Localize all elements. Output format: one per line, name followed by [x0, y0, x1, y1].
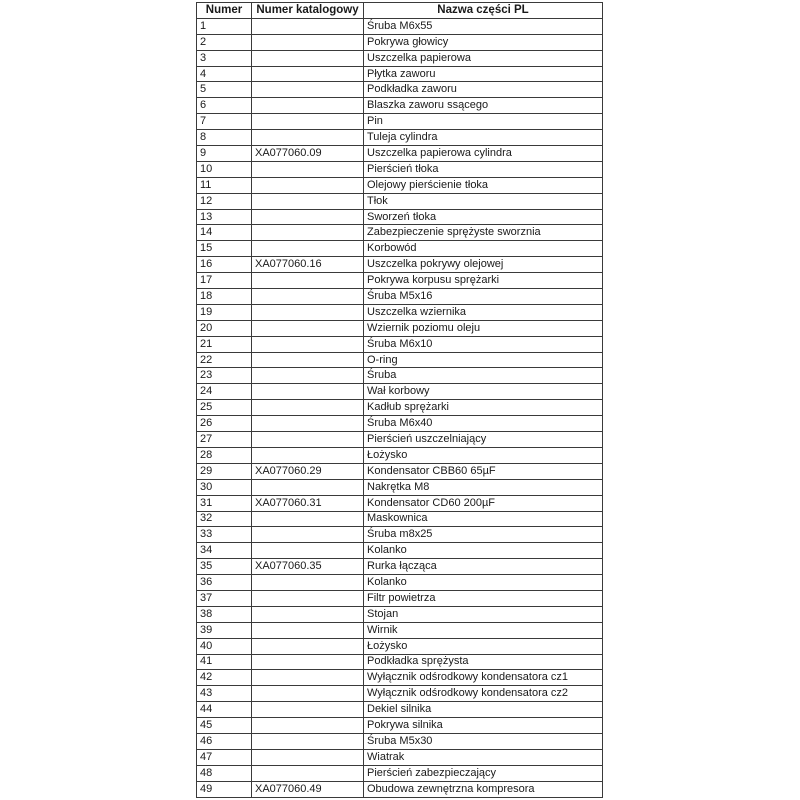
table-row: [197, 289, 603, 305]
table-row: [197, 336, 603, 352]
cell-numer-katalogowy: [252, 670, 364, 686]
cell-numer: 46: [197, 733, 252, 749]
table-row: [197, 193, 603, 209]
header-row: [197, 3, 603, 19]
cell-numer: 13: [197, 209, 252, 225]
parts-table-body: [197, 18, 603, 797]
cell-numer-katalogowy: [252, 66, 364, 82]
cell-numer-katalogowy: [252, 320, 364, 336]
cell-numer-katalogowy: [252, 765, 364, 781]
table-row: [197, 161, 603, 177]
cell-numer-katalogowy: [252, 749, 364, 765]
col-header-nazwa-czesci-pl: Nazwa części PL: [364, 3, 603, 19]
cell-nazwa-czesci: Pierścień tłoka: [364, 161, 603, 177]
cell-nazwa-czesci: Śruba m8x25: [364, 527, 603, 543]
cell-nazwa-czesci: Nakrętka M8: [364, 479, 603, 495]
cell-numer: 37: [197, 590, 252, 606]
cell-nazwa-czesci: Wyłącznik odśrodkowy kondensatora cz2: [364, 686, 603, 702]
cell-numer: 14: [197, 225, 252, 241]
table-row: [197, 114, 603, 130]
cell-nazwa-czesci: Kolanko: [364, 543, 603, 559]
cell-numer-katalogowy: [252, 241, 364, 257]
cell-numer: 49: [197, 781, 252, 797]
cell-numer-katalogowy: [252, 686, 364, 702]
cell-numer-katalogowy: XA077060.49: [252, 781, 364, 797]
cell-numer: 9: [197, 146, 252, 162]
cell-nazwa-czesci: Wał korbowy: [364, 384, 603, 400]
cell-numer-katalogowy: [252, 177, 364, 193]
cell-numer: 35: [197, 559, 252, 575]
cell-nazwa-czesci: Łożysko: [364, 638, 603, 654]
cell-numer: 31: [197, 495, 252, 511]
table-row: [197, 781, 603, 797]
cell-numer: 23: [197, 368, 252, 384]
cell-numer: 45: [197, 718, 252, 734]
cell-numer: 2: [197, 34, 252, 50]
cell-nazwa-czesci: Podkładka zaworu: [364, 82, 603, 98]
cell-numer-katalogowy: [252, 34, 364, 50]
cell-numer: 27: [197, 432, 252, 448]
cell-numer: 19: [197, 304, 252, 320]
table-row: [197, 733, 603, 749]
cell-nazwa-czesci: Olejowy pierścienie tłoka: [364, 177, 603, 193]
cell-numer-katalogowy: [252, 543, 364, 559]
cell-numer-katalogowy: [252, 479, 364, 495]
table-row: [197, 463, 603, 479]
table-row: [197, 447, 603, 463]
table-row: [197, 590, 603, 606]
cell-numer-katalogowy: [252, 336, 364, 352]
table-row: [197, 304, 603, 320]
cell-nazwa-czesci: Uszczelka papierowa cylindra: [364, 146, 603, 162]
cell-nazwa-czesci: Pin: [364, 114, 603, 130]
table-row: [197, 749, 603, 765]
table-row: [197, 66, 603, 82]
table-row: [197, 432, 603, 448]
cell-numer: 32: [197, 511, 252, 527]
cell-nazwa-czesci: Rurka łącząca: [364, 559, 603, 575]
cell-nazwa-czesci: Płytka zaworu: [364, 66, 603, 82]
table-row: [197, 320, 603, 336]
cell-nazwa-czesci: Blaszka zaworu ssącego: [364, 98, 603, 114]
cell-numer-katalogowy: [252, 368, 364, 384]
cell-numer: 15: [197, 241, 252, 257]
cell-nazwa-czesci: Zabezpieczenie sprężyste sworznia: [364, 225, 603, 241]
cell-nazwa-czesci: Śruba M6x40: [364, 416, 603, 432]
cell-nazwa-czesci: Tłok: [364, 193, 603, 209]
table-row: [197, 686, 603, 702]
table-row: [197, 209, 603, 225]
cell-nazwa-czesci: Pierścień zabezpieczający: [364, 765, 603, 781]
cell-nazwa-czesci: Uszczelka wziernika: [364, 304, 603, 320]
table-row: [197, 575, 603, 591]
table-row: [197, 82, 603, 98]
cell-nazwa-czesci: Pokrywa silnika: [364, 718, 603, 734]
cell-numer: 21: [197, 336, 252, 352]
cell-nazwa-czesci: Stojan: [364, 606, 603, 622]
cell-nazwa-czesci: Dekiel silnika: [364, 702, 603, 718]
cell-numer: 28: [197, 447, 252, 463]
col-header-numer: Numer: [197, 3, 252, 19]
cell-numer-katalogowy: [252, 193, 364, 209]
cell-numer-katalogowy: [252, 702, 364, 718]
table-row: [197, 718, 603, 734]
table-row: [197, 527, 603, 543]
cell-numer: 34: [197, 543, 252, 559]
table-row: [197, 416, 603, 432]
table-row: [197, 400, 603, 416]
cell-numer-katalogowy: [252, 384, 364, 400]
cell-numer: 22: [197, 352, 252, 368]
table-row: [197, 384, 603, 400]
cell-numer: 10: [197, 161, 252, 177]
cell-numer: 20: [197, 320, 252, 336]
col-header-numer-katalogowy: Numer katalogowy: [252, 3, 364, 19]
table-row: [197, 273, 603, 289]
cell-nazwa-czesci: Korbowód: [364, 241, 603, 257]
cell-nazwa-czesci: Śruba M6x10: [364, 336, 603, 352]
cell-numer: 24: [197, 384, 252, 400]
cell-numer-katalogowy: [252, 82, 364, 98]
cell-nazwa-czesci: Sworzeń tłoka: [364, 209, 603, 225]
table-row: [197, 622, 603, 638]
table-row: [197, 511, 603, 527]
table-row: [197, 241, 603, 257]
cell-numer: 25: [197, 400, 252, 416]
cell-numer-katalogowy: XA077060.16: [252, 257, 364, 273]
table-row: [197, 543, 603, 559]
cell-nazwa-czesci: Wiatrak: [364, 749, 603, 765]
cell-numer: 41: [197, 654, 252, 670]
cell-numer: 36: [197, 575, 252, 591]
cell-numer: 18: [197, 289, 252, 305]
table-row: [197, 495, 603, 511]
cell-numer: 33: [197, 527, 252, 543]
cell-numer-katalogowy: [252, 638, 364, 654]
cell-nazwa-czesci: Wirnik: [364, 622, 603, 638]
cell-numer: 40: [197, 638, 252, 654]
table-row: [197, 18, 603, 34]
cell-numer: 30: [197, 479, 252, 495]
cell-nazwa-czesci: O-ring: [364, 352, 603, 368]
cell-numer-katalogowy: [252, 114, 364, 130]
table-row: [197, 146, 603, 162]
cell-nazwa-czesci: Kolanko: [364, 575, 603, 591]
table-row: [197, 257, 603, 273]
cell-numer: 39: [197, 622, 252, 638]
cell-numer-katalogowy: [252, 289, 364, 305]
cell-numer: 43: [197, 686, 252, 702]
cell-numer: 1: [197, 18, 252, 34]
cell-numer: 3: [197, 50, 252, 66]
cell-numer-katalogowy: [252, 304, 364, 320]
cell-numer: 4: [197, 66, 252, 82]
table-row: [197, 606, 603, 622]
cell-numer-katalogowy: XA077060.29: [252, 463, 364, 479]
cell-numer-katalogowy: XA077060.09: [252, 146, 364, 162]
cell-nazwa-czesci: Uszczelka papierowa: [364, 50, 603, 66]
cell-numer-katalogowy: [252, 50, 364, 66]
table-row: [197, 654, 603, 670]
table-row: [197, 352, 603, 368]
cell-numer: 6: [197, 98, 252, 114]
cell-numer-katalogowy: [252, 654, 364, 670]
cell-nazwa-czesci: Kondensator CBB60 65µF: [364, 463, 603, 479]
cell-numer-katalogowy: [252, 511, 364, 527]
cell-numer-katalogowy: [252, 161, 364, 177]
cell-nazwa-czesci: Podkładka sprężysta: [364, 654, 603, 670]
cell-nazwa-czesci: Śruba M5x16: [364, 289, 603, 305]
cell-numer: 11: [197, 177, 252, 193]
cell-nazwa-czesci: Wyłącznik odśrodkowy kondensatora cz1: [364, 670, 603, 686]
cell-numer: 26: [197, 416, 252, 432]
cell-numer: 7: [197, 114, 252, 130]
table-row: [197, 765, 603, 781]
cell-nazwa-czesci: Uszczelka pokrywy olejowej: [364, 257, 603, 273]
table-row: [197, 50, 603, 66]
table-row: [197, 368, 603, 384]
table-row: [197, 559, 603, 575]
cell-numer: 42: [197, 670, 252, 686]
cell-numer-katalogowy: [252, 225, 364, 241]
cell-nazwa-czesci: Pokrywa korpusu sprężarki: [364, 273, 603, 289]
cell-numer-katalogowy: [252, 590, 364, 606]
table-row: [197, 177, 603, 193]
cell-numer-katalogowy: [252, 432, 364, 448]
cell-numer-katalogowy: [252, 400, 364, 416]
cell-numer-katalogowy: [252, 130, 364, 146]
cell-nazwa-czesci: Pokrywa głowicy: [364, 34, 603, 50]
table-row: [197, 225, 603, 241]
cell-nazwa-czesci: Filtr powietrza: [364, 590, 603, 606]
table-row: [197, 98, 603, 114]
cell-numer-katalogowy: [252, 575, 364, 591]
cell-nazwa-czesci: Pierścień uszczelniający: [364, 432, 603, 448]
cell-nazwa-czesci: Kadłub sprężarki: [364, 400, 603, 416]
cell-numer-katalogowy: [252, 447, 364, 463]
cell-numer: 47: [197, 749, 252, 765]
cell-numer-katalogowy: [252, 352, 364, 368]
cell-numer: 38: [197, 606, 252, 622]
cell-nazwa-czesci: Śruba M6x55: [364, 18, 603, 34]
cell-numer-katalogowy: [252, 416, 364, 432]
cell-numer-katalogowy: [252, 209, 364, 225]
cell-numer-katalogowy: [252, 527, 364, 543]
parts-table: [196, 2, 603, 798]
table-row: [197, 638, 603, 654]
cell-nazwa-czesci: Tuleja cylindra: [364, 130, 603, 146]
cell-nazwa-czesci: Łożysko: [364, 447, 603, 463]
table-row: [197, 34, 603, 50]
cell-numer-katalogowy: [252, 733, 364, 749]
cell-nazwa-czesci: Wziernik poziomu oleju: [364, 320, 603, 336]
cell-numer: 12: [197, 193, 252, 209]
cell-numer-katalogowy: [252, 273, 364, 289]
table-row: [197, 702, 603, 718]
cell-numer: 44: [197, 702, 252, 718]
cell-numer: 48: [197, 765, 252, 781]
cell-nazwa-czesci: Maskownica: [364, 511, 603, 527]
table-row: [197, 670, 603, 686]
cell-numer: 17: [197, 273, 252, 289]
cell-numer: 8: [197, 130, 252, 146]
cell-numer: 29: [197, 463, 252, 479]
cell-numer: 5: [197, 82, 252, 98]
table-row: [197, 479, 603, 495]
cell-numer-katalogowy: [252, 718, 364, 734]
cell-numer-katalogowy: XA077060.31: [252, 495, 364, 511]
cell-numer: 16: [197, 257, 252, 273]
cell-numer-katalogowy: [252, 622, 364, 638]
cell-nazwa-czesci: Śruba M5x30: [364, 733, 603, 749]
cell-nazwa-czesci: Śruba: [364, 368, 603, 384]
cell-numer-katalogowy: [252, 98, 364, 114]
table-row: [197, 130, 603, 146]
cell-numer-katalogowy: [252, 18, 364, 34]
cell-nazwa-czesci: Kondensator CD60 200µF: [364, 495, 603, 511]
cell-numer-katalogowy: [252, 606, 364, 622]
cell-nazwa-czesci: Obudowa zewnętrzna kompresora: [364, 781, 603, 797]
cell-numer-katalogowy: XA077060.35: [252, 559, 364, 575]
